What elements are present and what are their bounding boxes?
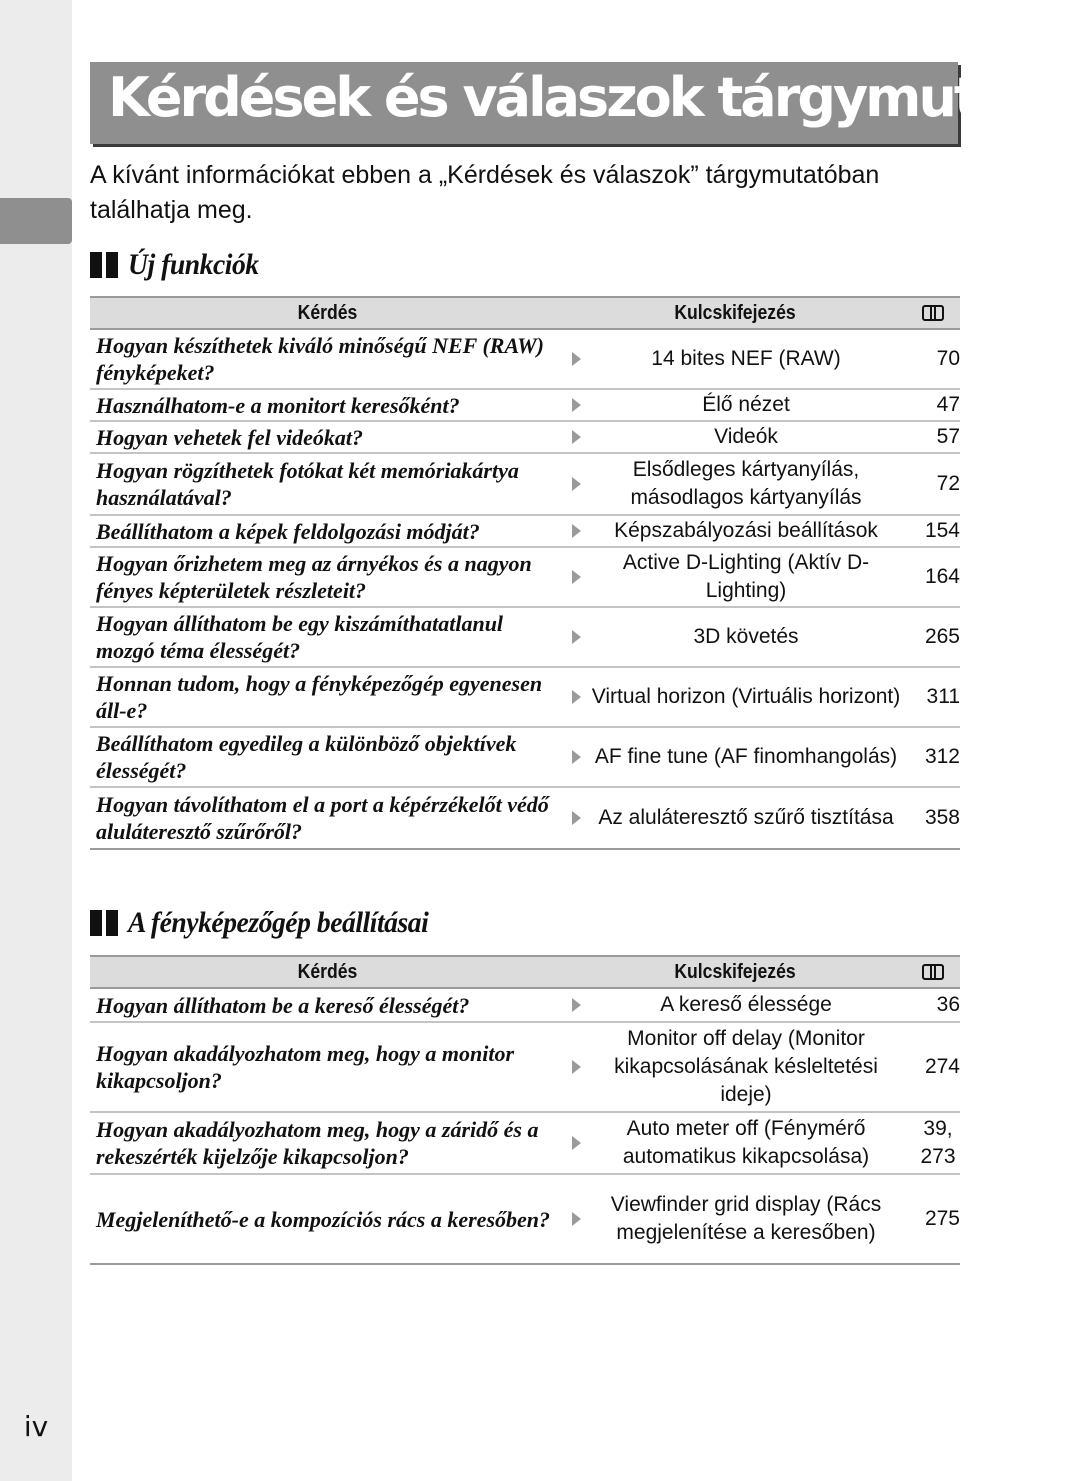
page-ref-number: 39, 273 <box>920 1117 956 1168</box>
keyword-cell: Viewfinder grid display (Rács megjelenítése a keresőben) <box>610 1193 882 1244</box>
triangle-right-icon <box>565 477 587 491</box>
triangle-right-icon <box>565 1060 587 1074</box>
question-cell: Hogyan vehetek fel videókat? <box>96 424 363 450</box>
keyword-cell: A kereső élessége <box>660 993 832 1016</box>
table-header <box>90 955 960 989</box>
keyword-cell: 3D követés <box>693 625 799 648</box>
page-ref-cell <box>905 517 960 545</box>
page-ref-cell <box>905 1205 960 1233</box>
table-row <box>90 1023 960 1113</box>
question-cell: Hogyan akadályozhatom meg, hogy a monitor kikapcsoljon? <box>96 1041 515 1093</box>
question-cell: Hogyan állíthatom be egy kiszámíthatatlanul mozgó téma élességét? <box>96 611 504 663</box>
table-row <box>90 788 960 850</box>
triangle-right-icon <box>565 524 587 538</box>
table-row <box>90 668 960 728</box>
triangle-right-icon <box>565 998 587 1012</box>
triangle-right-icon <box>565 1212 587 1226</box>
page-title: Kérdések és válaszok tárgymutató <box>108 66 1067 129</box>
column-header-question: Kérdés <box>297 301 358 324</box>
question-cell: Hogyan őrizhetem meg az árnyékos és a nagyon fényes képterületek részleteit? <box>96 551 532 603</box>
page-ref-cell <box>905 991 960 1019</box>
page-ref-number: 72 <box>936 472 960 495</box>
qa-table-camera-settings <box>90 955 960 1265</box>
triangle-right-icon <box>565 430 587 444</box>
keyword-cell: Auto meter off (Fénymérő automatikus kikapcsolása) <box>622 1117 870 1168</box>
table-row <box>90 330 960 390</box>
book-icon <box>922 962 944 978</box>
section-heading-text: Új funkciók <box>128 248 259 281</box>
question-cell: Beállíthatom a képek feldolgozási módját? <box>96 518 480 544</box>
page-ref-number: 275 <box>924 1207 960 1230</box>
triangle-right-icon <box>565 811 587 825</box>
keyword-cell: Elsődleges kártyanyílás, másodlagos kártyanyílás <box>630 458 862 509</box>
triangle-right-icon <box>565 1136 587 1150</box>
page-ref-number: 47 <box>936 393 960 416</box>
table-row <box>90 548 960 608</box>
column-header-question: Kérdés <box>297 960 358 983</box>
column-header-keyword: Kulcskifejezés <box>674 301 796 324</box>
page-ref-cell <box>905 391 960 419</box>
column-header-page <box>905 303 960 324</box>
page-ref-cell <box>905 1053 960 1081</box>
question-cell: Beállíthatom egyedileg a különböző objektívek élességét? <box>96 731 517 783</box>
question-cell: Hogyan rögzíthetek fotókat két memóriakártya használatával? <box>96 458 519 510</box>
page-ref-number: 274 <box>924 1055 960 1078</box>
question-cell: Megjeleníthető-e a kompozíciós rács a keresőben? <box>96 1206 551 1232</box>
table-row <box>90 454 960 516</box>
qa-table-new-features <box>90 296 960 850</box>
keyword-cell: Képszabályozási beállítások <box>614 519 878 542</box>
page-number: iv <box>23 1410 49 1443</box>
page-ref-number: 36 <box>936 993 960 1016</box>
question-cell: Hogyan készíthetek kiváló minőségű NEF (RAW) fényképeket? <box>96 333 544 385</box>
question-cell: Hogyan távolíthatom el a port a képérzékelőt védő aluláteresztő szűrőről? <box>96 792 549 844</box>
section-heading-camera-settings <box>90 906 454 940</box>
page-ref-number: 311 <box>926 685 960 708</box>
page-ref-cell <box>905 470 960 498</box>
triangle-right-icon <box>565 398 587 412</box>
triangle-right-icon <box>565 750 587 764</box>
page-ref-number: 154 <box>924 519 960 542</box>
keyword-cell: Az aluláteresztő szűrő tisztítása <box>598 806 894 829</box>
table-row <box>90 989 960 1023</box>
page-ref-number: 57 <box>936 425 960 448</box>
section-heading-text: A fényképezőgép beállításai <box>128 906 429 939</box>
page-ref-cell <box>905 683 960 711</box>
triangle-right-icon <box>565 570 587 584</box>
question-cell: Használhatom-e a monitort keresőként? <box>96 392 460 418</box>
page-ref-number: 358 <box>924 806 960 829</box>
keyword-cell: Élő nézet <box>702 393 790 416</box>
intro-text: A kívánt információkat ebben a „Kérdések és válaszok” tárgymutatóban találhatja meg. <box>90 161 880 224</box>
table-row <box>90 422 960 454</box>
table-row <box>90 516 960 548</box>
keyword-cell: 14 bites NEF (RAW) <box>651 347 841 370</box>
page-ref-cell <box>905 1115 960 1171</box>
page-ref-number: 164 <box>924 565 960 588</box>
keyword-cell: Monitor off delay (Monitor kikapcsolásának késleltetési ideje) <box>614 1027 878 1106</box>
keyword-cell: AF fine tune (AF finomhangolás) <box>594 745 898 768</box>
table-header <box>90 296 960 330</box>
table-row <box>90 390 960 422</box>
page-ref-cell <box>905 423 960 451</box>
title-bar <box>90 62 1067 144</box>
page-ref-cell <box>905 743 960 771</box>
chapter-tab <box>0 198 72 244</box>
page-ref-cell <box>905 563 960 591</box>
table-row <box>90 1113 960 1175</box>
section-heading-new-features <box>90 248 270 282</box>
table-row <box>90 608 960 668</box>
keyword-cell: Virtual horizon (Virtuális horizont) <box>591 685 901 708</box>
column-header-page <box>905 962 960 983</box>
triangle-right-icon <box>565 630 587 644</box>
page-ref-number: 312 <box>924 745 960 768</box>
table-row <box>90 1175 960 1265</box>
page-ref-cell <box>905 623 960 651</box>
page-ref-number: 265 <box>924 625 960 648</box>
page-ref-cell <box>905 345 960 373</box>
book-icon <box>922 303 944 319</box>
question-cell: Hogyan akadályozhatom meg, hogy a záridő és a rekeszérték kijelzője kikapcsoljon? <box>96 1117 539 1169</box>
page-ref-cell <box>905 804 960 832</box>
double-block-icon <box>90 910 118 936</box>
question-cell: Hogyan állíthatom be a kereső élességét? <box>96 992 470 1018</box>
page-ref-number: 70 <box>936 347 960 370</box>
keyword-cell: Active D-Lighting (Aktív D-Lighting) <box>622 551 870 602</box>
triangle-right-icon <box>565 690 587 704</box>
double-block-icon <box>90 252 118 278</box>
column-header-keyword: Kulcskifejezés <box>674 960 796 983</box>
keyword-cell: Videók <box>714 425 778 448</box>
table-row <box>90 728 960 788</box>
triangle-right-icon <box>565 352 587 366</box>
question-cell: Honnan tudom, hogy a fényképezőgép egyenesen áll-e? <box>96 671 543 723</box>
